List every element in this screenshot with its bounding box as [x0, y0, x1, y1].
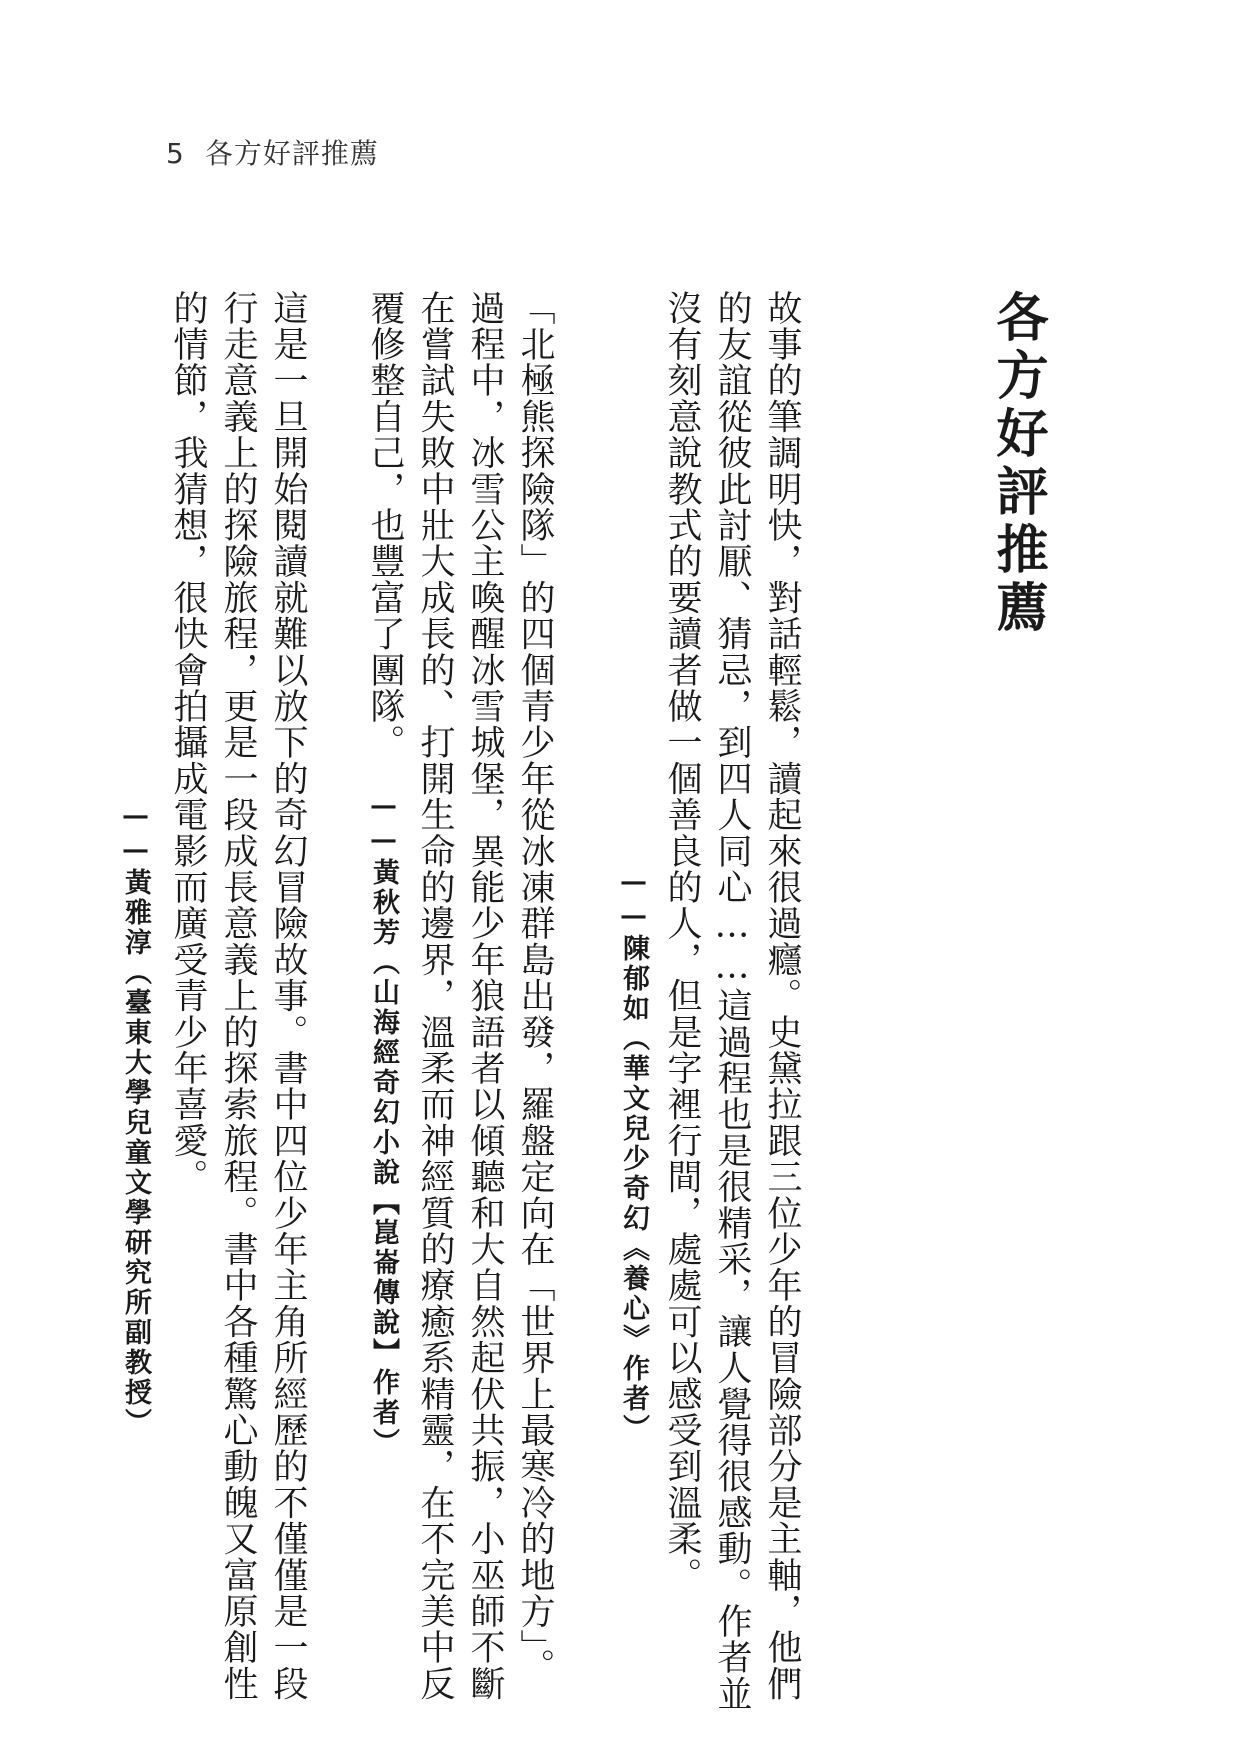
review-3-line-3: 的情節，我猜想，很快會拍攝成電影而廣受青少年喜愛。: [168, 290, 208, 1195]
page-title: 各方好評推薦: [987, 290, 1048, 638]
review-2-attribution: ——黃秋芳（山海經奇幻小說【崑崙傳說】作者）: [368, 790, 399, 1458]
review-1-line-2: 的友誼從彼此討厭、猜忌，到四人同心……這過程也是很精采，讓人覺得很感動。作者並: [712, 290, 752, 1712]
review-2-line-3: 在嘗試失敗中壯大成長的、打開生命的邊界，溫柔而神經質的療癒系精靈，在不完美中反: [415, 290, 455, 1702]
review-3-attribution: ——黃雅淳（臺東大學兒童文學研究所副教授）: [120, 800, 151, 1438]
review-1-attribution: ——陳郁如（華文兒少奇幻《養心》作者）: [618, 866, 649, 1444]
review-1-line-1: 故事的筆調明快，對話輕鬆，讀起來很過癮。史黛拉跟三位少年的冒險部分是主軸，他們: [762, 290, 802, 1702]
review-2-line-1: 「北極熊探險隊」的四個青少年從冰凍群島出發，羅盤定向在「世界上最寒冷的地方」。: [515, 290, 555, 1685]
running-header-title: 各方好評推薦: [204, 137, 379, 170]
running-header: [166, 132, 379, 172]
review-1-line-3: 沒有刻意說教式的要讀者做一個善良的人，但是字裡行間，處處可以感受到溫柔。: [662, 290, 702, 1594]
review-2-line-2: 過程中，冰雪公主喚醒冰雪城堡，異能少年狼語者以傾聽和大自然起伏共振，小巫師不斷: [465, 290, 505, 1702]
review-2-line-4: 覆修整自己，也豐富了團隊。: [365, 290, 405, 761]
review-3-line-1: 這是一旦開始閱讀就難以放下的奇幻冒險故事。書中四位少年主角所經歷的不僅僅是一段: [268, 290, 308, 1702]
review-3-line-2: 行走意義上的探險旅程，更是一段成長意義上的探索旅程。書中各種驚心動魄又富原創性: [218, 290, 258, 1702]
page-number: 5: [166, 137, 185, 170]
